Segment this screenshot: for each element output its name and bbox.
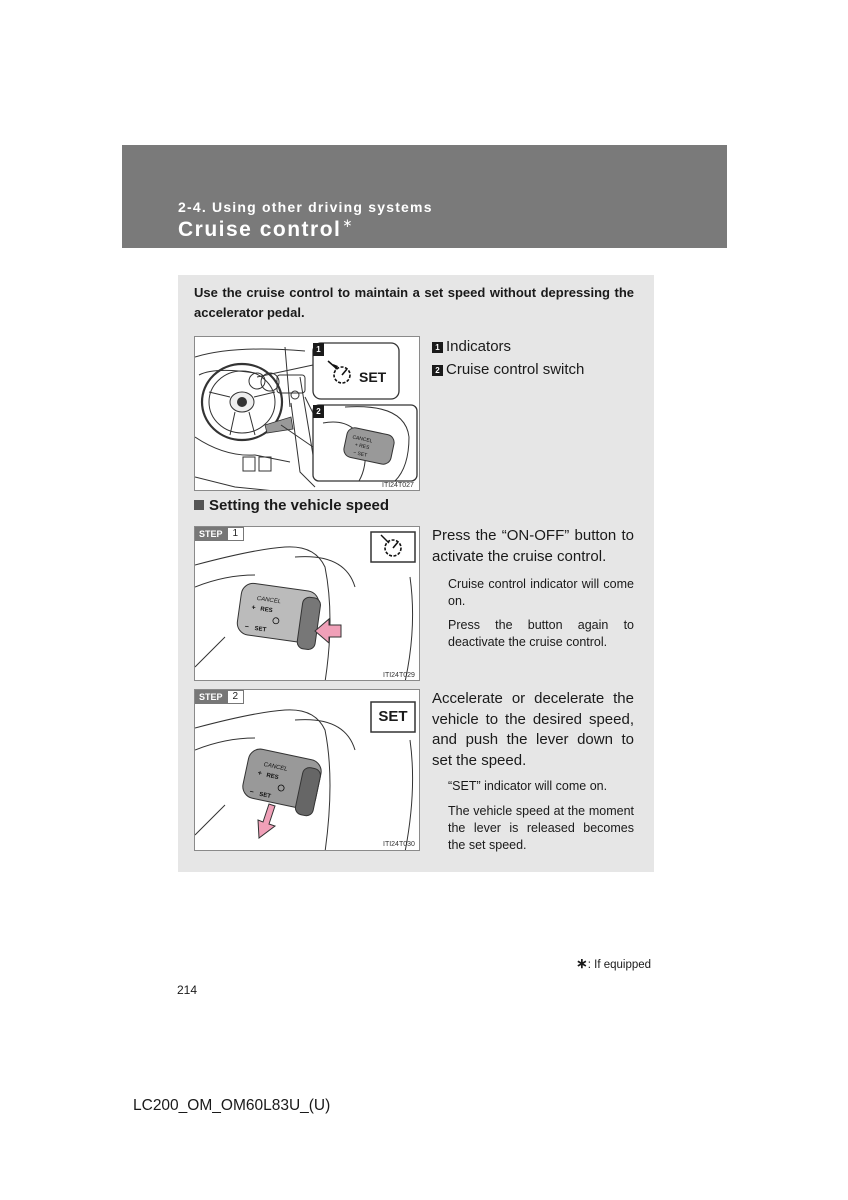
legend-number: 1 — [432, 342, 443, 353]
step-1-note-2: Press the button again to deactivate the cruise control. — [448, 618, 634, 649]
step-2-figure — [194, 689, 420, 851]
step-number: 2 — [227, 690, 245, 704]
title-text: Cruise control — [178, 218, 342, 241]
svg-text:+: + — [256, 769, 263, 778]
press-arrow-icon — [315, 619, 341, 643]
figure-code: ITI24T029 — [383, 672, 415, 679]
callout-1-number: 1 — [313, 343, 324, 356]
square-bullet-icon — [194, 500, 204, 510]
legend-item-cruise-control-switch — [432, 360, 584, 380]
section-header — [122, 145, 727, 248]
step-1-text: Press the “ON-OFF” button to activate the cruise control. — [432, 527, 634, 565]
set-label: SET — [254, 625, 267, 634]
svg-text:+ RES: + RES — [354, 442, 370, 452]
minus-label: − — [244, 623, 250, 632]
legend-text: Cruise control switch — [446, 361, 585, 378]
figure-code: ITI24T027 — [382, 482, 414, 489]
set-indicator-label: SET — [378, 708, 408, 725]
push-down-arrow-icon — [258, 804, 275, 838]
overview-figure — [194, 336, 420, 491]
svg-text:− SET: − SET — [352, 449, 368, 459]
legend-number: 2 — [432, 365, 443, 376]
dashboard-illustration — [195, 337, 420, 491]
page-title — [178, 218, 354, 242]
step-label: STEP — [195, 527, 227, 541]
step-number: 1 — [227, 527, 245, 541]
svg-text:RES: RES — [265, 772, 280, 782]
svg-text:CANCEL: CANCEL — [351, 434, 373, 445]
step-2-badge — [195, 690, 244, 704]
footnote-text: : If equipped — [587, 959, 652, 971]
callout-2-number: 2 — [313, 405, 324, 418]
subheading-text: Setting the vehicle speed — [209, 497, 390, 514]
footnote — [576, 955, 651, 972]
cancel-label: CANCEL — [256, 595, 282, 606]
set-indicator-label: SET — [359, 369, 387, 385]
intro-text: Use the cruise control to maintain a set speed without depressing the accelerator pedal. — [194, 285, 634, 320]
figure-code: ITI24T030 — [383, 841, 415, 848]
plus-label: + — [250, 604, 257, 612]
document-id: LC200_OM_OM60L83U_(U) — [133, 1097, 331, 1114]
equipped-mark: ∗ — [342, 216, 354, 230]
step-label: STEP — [195, 690, 227, 704]
footnote-mark: ∗ — [576, 955, 588, 971]
step-1-badge — [195, 527, 244, 541]
step-2-note-1: “SET” indicator will come on. — [448, 779, 608, 793]
subheading — [194, 497, 389, 514]
legend-text: Indicators — [446, 338, 512, 355]
res-label: RES — [259, 606, 273, 615]
step-2-note-2: The vehicle speed at the moment the lever is released becomes the set speed. — [448, 804, 634, 852]
legend-item-indicators — [432, 337, 511, 357]
svg-text:−: − — [248, 788, 255, 797]
lever-press-illustration — [195, 527, 420, 681]
step-1-figure — [194, 526, 420, 681]
svg-text:SET: SET — [258, 791, 272, 800]
svg-text:CANCEL: CANCEL — [262, 761, 288, 773]
section-label: 2-4. Using other driving systems — [178, 199, 433, 215]
step-2-text: Accelerate or decelerate the vehicle to the desired speed, and push the lever down to set the speed. — [432, 690, 634, 769]
step-1-note-1: Cruise control indicator will come on. — [448, 577, 634, 608]
page-number: 214 — [177, 983, 198, 997]
content-panel — [178, 275, 654, 872]
